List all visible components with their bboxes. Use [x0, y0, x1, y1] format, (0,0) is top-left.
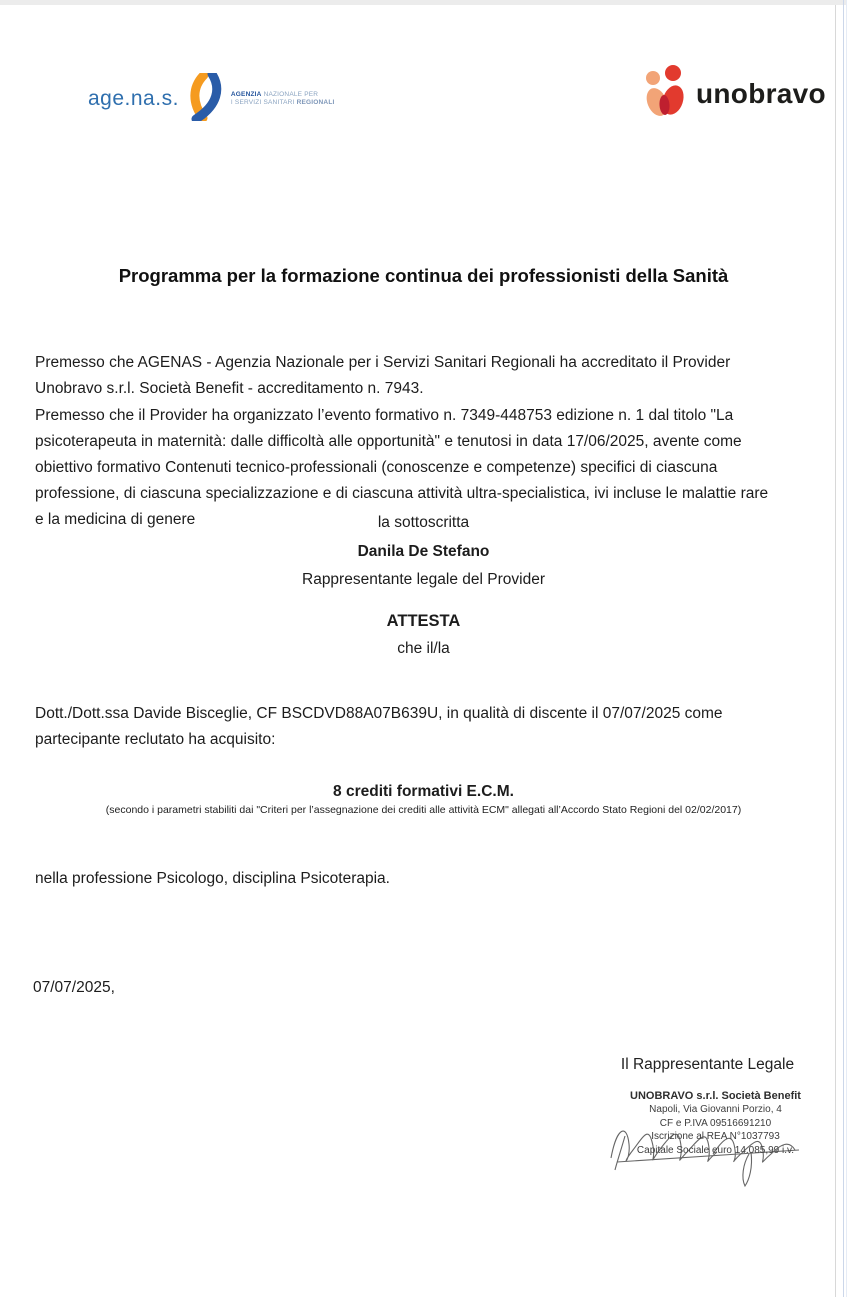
stamp-capital: Capitale Sociale euro 14.085,99 i.v. — [636, 1144, 795, 1156]
stamp-vat: CF e P.IVA 09516691210 — [659, 1117, 772, 1129]
date-line: 07/07/2025, — [33, 979, 115, 996]
stamp-company-name: UNOBRAVO s.r.l. Società Benefit — [630, 1090, 801, 1102]
participant-line: Dott./Dott.ssa Davide Bisceglie, CF BSCDVD88A07B639U, in qualità di discente il 07/07/2025 come — [35, 705, 723, 722]
unobravo-wordmark: unobravo — [696, 78, 826, 109]
che-il-la-text: che il/la — [397, 640, 450, 657]
page-top-band — [0, 0, 847, 5]
signatory-role: Rappresentante legale del Provider — [302, 571, 545, 588]
agenas-logo — [88, 76, 335, 122]
stamp-address: Napoli, Via Giovanni Porzio, 4 — [649, 1104, 782, 1116]
unobravo-logo — [643, 66, 826, 122]
agenas-tagline — [231, 91, 335, 107]
credits-note: (secondo i parametri stabiliti dai "Criteri per l’assegnazione dei crediti alle attività ECM" allegati all’Accordo Stato Regioni del 02/02/2017) — [105, 804, 742, 816]
premise-paragraph-2 — [35, 403, 768, 533]
participant-paragraph — [35, 701, 723, 753]
profession-line: nella professione Psicologo, disciplina Psicoterapia. — [35, 870, 390, 887]
premise2-line: Premesso che il Provider ha organizzato l’evento formativo n. 7349-448753 edizione n. 1 dal titolo "La — [35, 407, 734, 424]
attesta-heading: ATTESTA — [386, 612, 461, 630]
agenas-tagline-rest2: I SERVIZI SANITARI — [230, 99, 297, 106]
agenas-tagline-bold1: AGENZIA — [230, 91, 262, 98]
agenas-tagline-rest1: NAZIONALE PER — [261, 91, 319, 98]
signatory-name: Danila De Stefano — [357, 543, 490, 560]
premise1-line: Unobravo s.r.l. Società Benefit - accreditamento n. 7943. — [35, 380, 424, 397]
agenas-swoosh-icon — [185, 73, 225, 126]
attestation-intro: la sottoscritta — [377, 514, 470, 531]
representative-title: Il Rappresentante Legale — [620, 1056, 795, 1073]
premise-paragraph-1 — [35, 350, 730, 402]
premise2-line: obiettivo formativo Contenuti tecnico-professionali (conoscenze e competenze) specifici di ciascuna — [35, 459, 718, 476]
unobravo-heart-icon — [643, 65, 689, 124]
credits-headline: 8 crediti formativi E.C.M. — [333, 783, 514, 800]
stamp-rea: Iscrizione al REA N°1037793 — [651, 1131, 780, 1143]
participant-line: partecipante reclutato ha acquisito: — [35, 731, 276, 748]
premise2-line: e la medicina di genere — [35, 511, 196, 528]
premise2-line: psicoterapeuta in maternità: dalle difficoltà alle opportunità" e tenutosi in data 17/06/2025, avente come — [35, 433, 742, 450]
page-right-border — [835, 5, 836, 1297]
document-title: Programma per la formazione continua dei professionisti della Sanità — [118, 265, 729, 286]
agenas-tagline-bold2: REGIONALI — [296, 99, 335, 106]
agenas-wordmark: age.na.s. — [88, 87, 179, 110]
viewer-edge-line — [843, 0, 844, 1297]
signature-scribble — [603, 1106, 813, 1196]
premise2-line: professione, di ciascuna specializzazione e di ciascuna attività ultra-specialistica, ivi incluse le malattie rare — [35, 485, 769, 502]
premise1-line: Premesso che AGENAS - Agenzia Nazionale per i Servizi Sanitari Regionali ha accreditato il Provider — [35, 354, 731, 371]
